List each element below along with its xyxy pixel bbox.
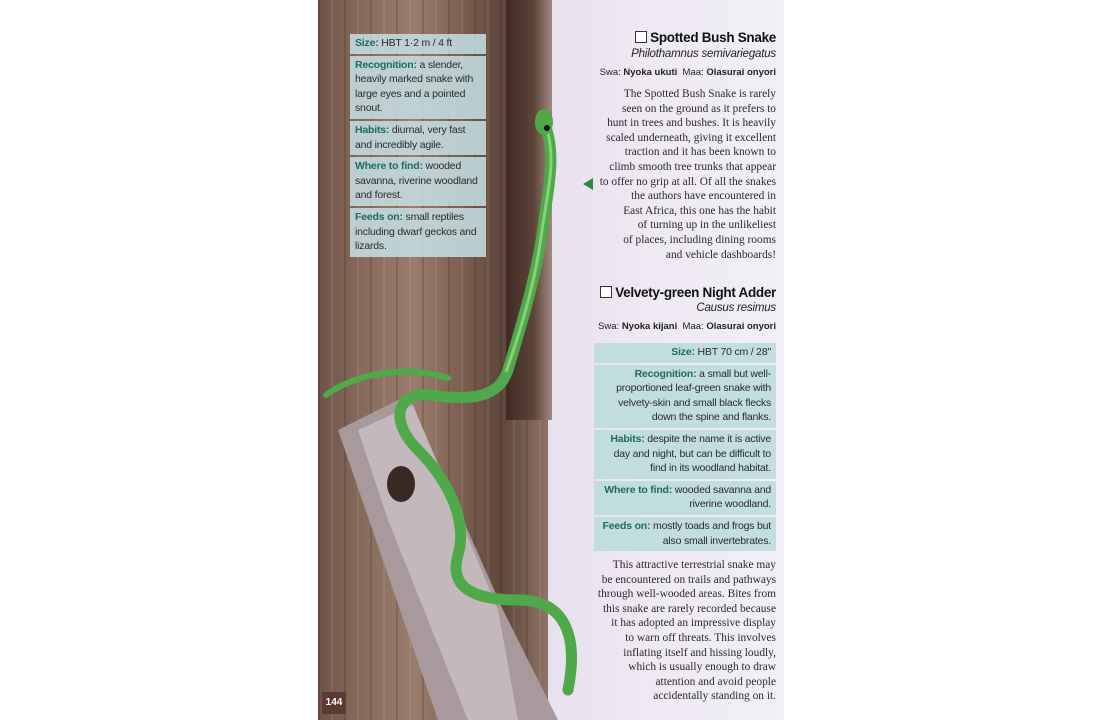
branch-knot: [387, 466, 415, 502]
habits-row: Habits: despite the name it is active day and night, but can be difficult to find in its woodland habitat.: [594, 430, 776, 479]
recognition-row: Recognition: a slender, heavily marked snake with large eyes and a pointed snout.: [350, 56, 486, 119]
bush-snake-description: The Spotted Bush Snake is rarely seen on the ground as it prefers to hunt in trees and bushes. It is heavily scaled underneath, giving it excellent traction and it has been known to climb smooth tree trunks that appear to offer no grip at all. Of all the snakes the authors have encountered in East Africa, this one has the habit of turning up in the unlikeliest of places, including dining rooms and vehicle dashboards!: [599, 88, 776, 261]
snake-eye: [544, 125, 550, 131]
snake-head: [535, 109, 553, 135]
night-adder-local-names: Swa: Nyoka kijani Maa: Olasurai onyori: [598, 321, 776, 332]
where-row: Where to find: wooded savanna and riverine woodland.: [594, 481, 776, 515]
night-adder-scientific-name: Causus resimus: [696, 302, 776, 314]
size-row: Size: HBT 70 cm / 28": [594, 343, 776, 363]
night-adder-title: Velvety-green Night Adder: [600, 285, 776, 300]
night-adder-infobox: [594, 343, 776, 553]
size-row: Size: HBT 1·2 m / 4 ft: [350, 34, 486, 54]
bush-snake-local-names: Swa: Nyoka ukuti Maa: Olasurai onyori: [599, 67, 776, 78]
night-adder-checkbox[interactable]: [600, 286, 612, 298]
recognition-row: Recognition: a small but well-proportioned leaf-green snake with velvety-skin and small black flecks down the spine and flanks.: [594, 365, 776, 428]
night-adder-description: This attractive terrestrial snake may be encountered on trails and pathways through well-wooded areas. Bites from this snake are rarely recorded because it has adopted an impressive display to warn off threats. This involves inflating itself and hissing loudly, which is usually enough to draw attention and avoid people accidentally standing on it.: [597, 559, 776, 703]
bush-snake-scientific-name: Philothamnus semivariegatus: [631, 48, 776, 60]
feeds-row: Feeds on: mostly toads and frogs but also small invertebrates.: [594, 517, 776, 551]
page-number: 144: [322, 692, 346, 714]
feeds-row: Feeds on: small reptiles including dwarf geckos and lizards.: [350, 208, 486, 257]
habits-row: Habits: diurnal, very fast and incredibly agile.: [350, 121, 486, 155]
bush-snake-checkbox[interactable]: [635, 31, 647, 43]
pointer-arrow-icon: [583, 178, 593, 190]
bush-snake-infobox: [350, 34, 486, 259]
where-row: Where to find: wooded savanna, riverine woodland and forest.: [350, 157, 486, 206]
bush-snake-title: Spotted Bush Snake: [635, 30, 776, 45]
book-page: [318, 0, 784, 720]
